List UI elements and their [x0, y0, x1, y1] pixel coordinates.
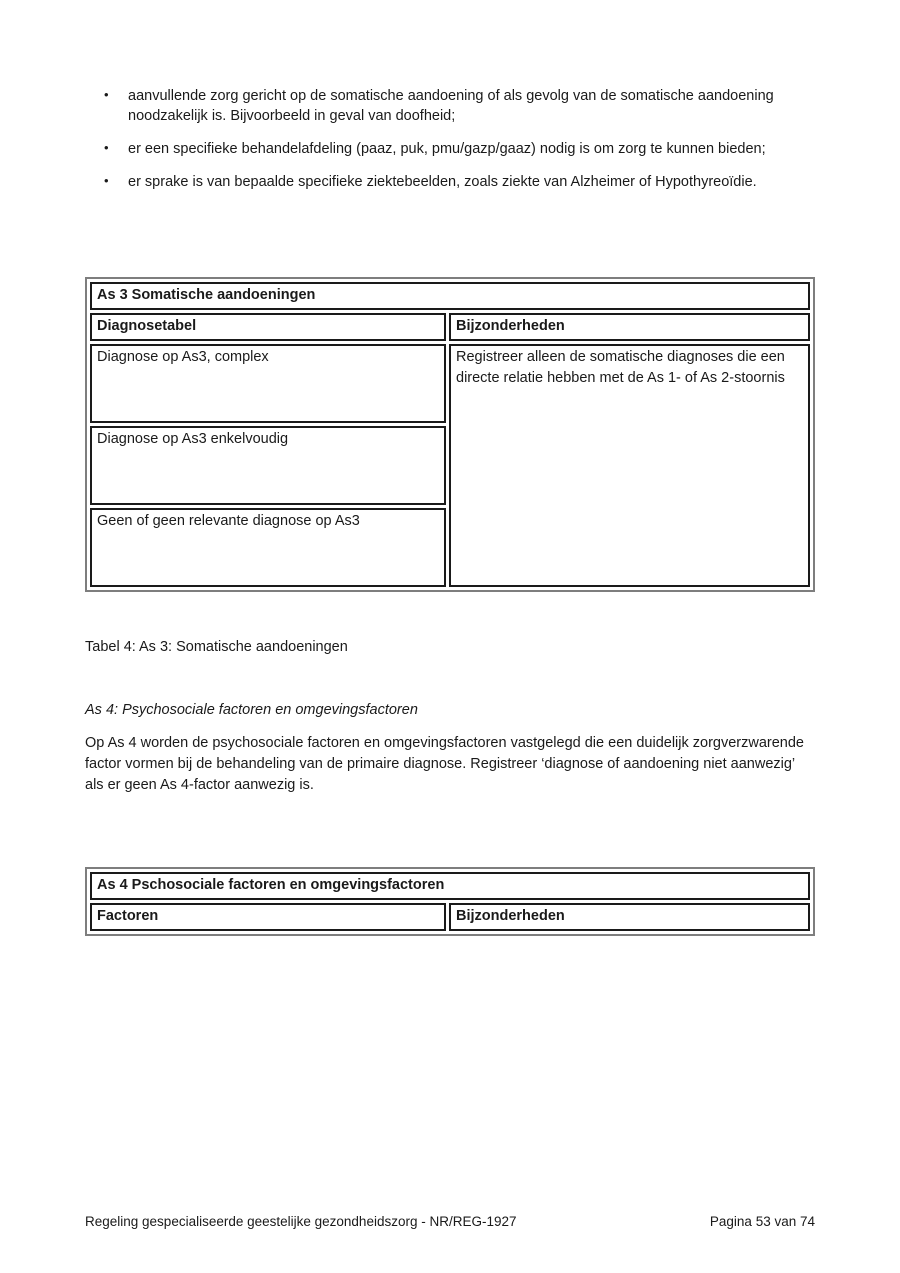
bullet-icon: • — [104, 173, 109, 188]
footer-page-number: Pagina 53 van 74 — [709, 1214, 815, 1229]
bullet-icon: • — [104, 87, 109, 102]
list-item-text: er een specifieke behandelafdeling (paaz, puk, pmu/gazp/gaaz) nodig is om zorg te kunnen bieden; — [128, 141, 766, 157]
column-header-diagnosetabel: Diagnosetabel — [90, 313, 446, 341]
list-item — [85, 139, 815, 159]
page-content — [85, 0, 815, 936]
list-item-text: aanvullende zorg gericht op de somatische aandoening of als gevolg van de somatische aandoening noodzakelijk is. Bijvoorbeeld in geval van doofheid; — [128, 88, 774, 124]
bullet-list — [85, 86, 815, 192]
column-header-bijzonderheden: Bijzonderheden — [449, 313, 810, 341]
body-paragraph: Op As 4 worden de psychosociale factoren en omgevingsfactoren vastgelegd die een duidelijk zorgverzwarende factor vormen bij de behandeling van de primaire diagnose. Registreer ‘diagnose of aandoening niet aanwezig’ als er geen As 4-factor aanwezig is. — [85, 735, 804, 793]
column-header-factoren: Factoren — [90, 903, 446, 931]
table-cell: Diagnose op As3 enkelvoudig — [90, 426, 446, 505]
list-item-text: er sprake is van bepaalde specifieke ziektebeelden, zoals ziekte van Alzheimer of Hypothyreoïdie. — [128, 174, 757, 190]
footer-document-title: Regeling gespecialiseerde geestelijke gezondheidszorg - NR/REG-1927 — [85, 1214, 517, 1229]
page-footer — [85, 1213, 815, 1230]
table-title-cell: As 3 Somatische aandoeningen — [90, 282, 810, 310]
list-item — [85, 86, 815, 126]
as3-somatische-aandoeningen-table — [85, 277, 815, 592]
bullet-icon: • — [104, 140, 109, 155]
as4-psychosociale-factoren-table — [85, 867, 815, 936]
column-header-bijzonderheden: Bijzonderheden — [449, 903, 810, 931]
table-cell: Diagnose op As3, complex — [90, 344, 446, 423]
table-cell-bijzonderheden: Registreer alleen de somatische diagnoses die een directe relatie hebben met de As 1- of As 2-stoornis — [449, 344, 810, 587]
table-cell: Geen of geen relevante diagnose op As3 — [90, 508, 446, 587]
table-title-cell: As 4 Pschosociale factoren en omgevingsfactoren — [90, 872, 810, 900]
section-heading: As 4: Psychosociale factoren en omgevingsfactoren — [85, 702, 418, 718]
table-caption: Tabel 4: As 3: Somatische aandoeningen — [85, 639, 348, 655]
list-item — [85, 172, 815, 192]
